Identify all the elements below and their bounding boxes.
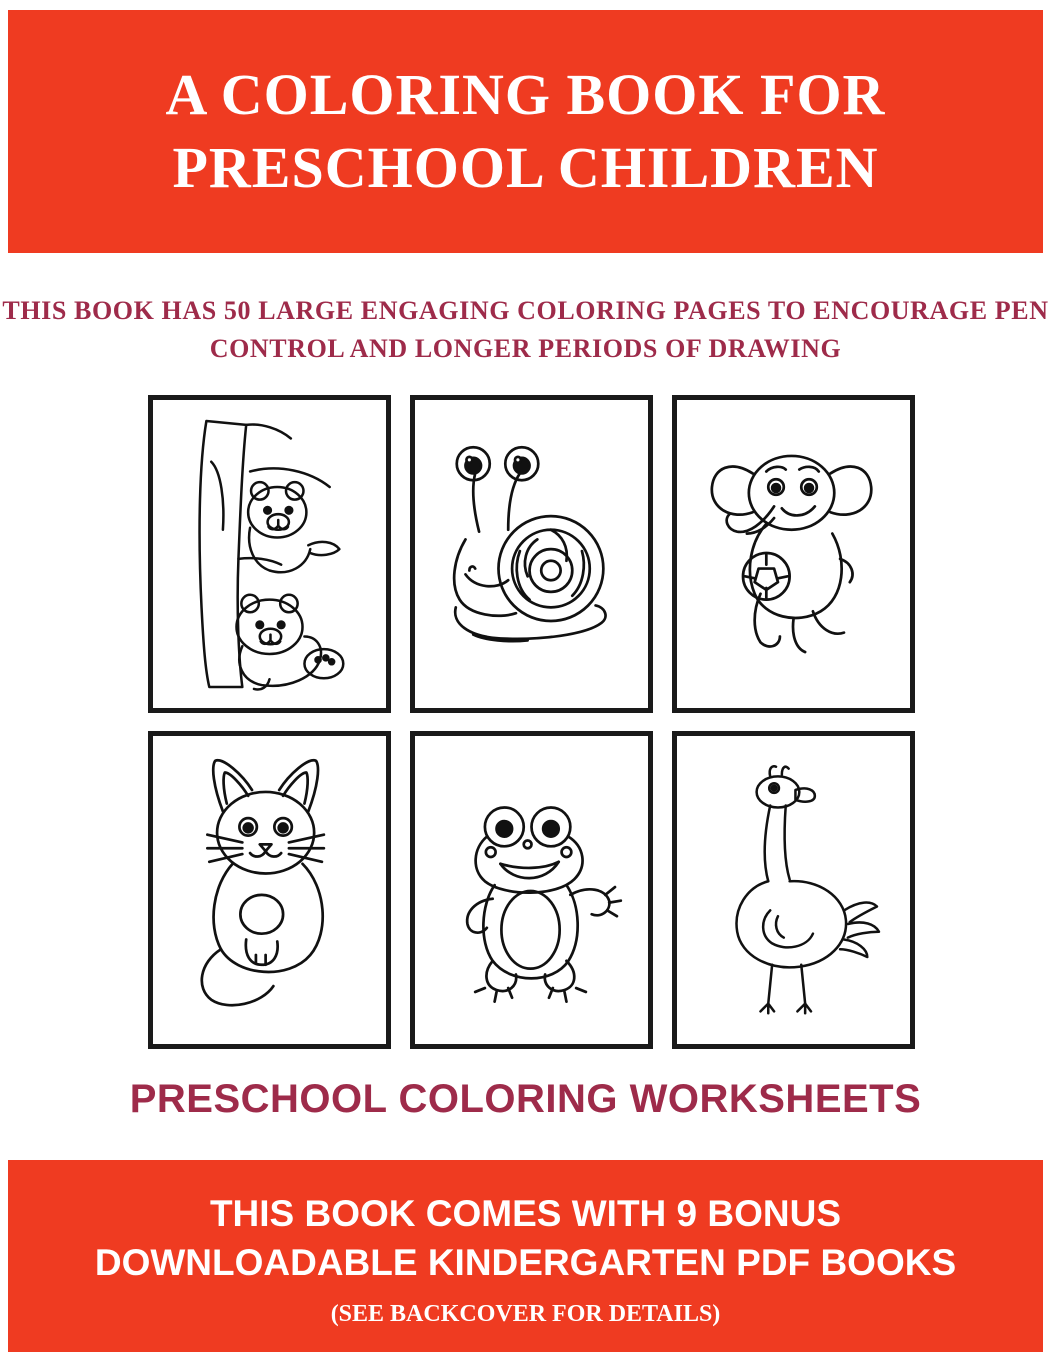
cat-icon (153, 736, 386, 1044)
sample-page-elephant-with-ball (672, 395, 915, 713)
sample-page-bears-on-tree (148, 395, 391, 713)
sample-page-ostrich (672, 731, 915, 1049)
bears-on-tree-icon (153, 400, 386, 708)
cover-subheadline-line-2: CONTROL AND LONGER PERIODS OF DRAWING (209, 333, 842, 363)
series-title: PRESCHOOL COLORING WORKSHEETS (129, 1077, 922, 1121)
elephant-with-ball-icon (677, 400, 910, 708)
cover-title-line-2: PRESCHOOL CHILDREN (172, 134, 879, 200)
frog-icon (415, 736, 648, 1044)
cover-subheadline (0, 292, 1051, 367)
cover-subheadline-line-1: THIS BOOK HAS 50 LARGE ENGAGING COLORING PAGES TO ENCOURAGE PEN (2, 296, 1049, 325)
snail-icon (415, 400, 648, 708)
cover-title-line-1: A COLORING BOOK FOR (165, 62, 886, 127)
sample-page-frog (410, 731, 653, 1049)
bonus-note: (SEE BACKCOVER FOR DETAILS) (330, 1300, 721, 1327)
bonus-banner (8, 1160, 1043, 1352)
bonus-line-2: DOWNLOADABLE KINDERGARTEN PDF BOOKS (94, 1241, 957, 1283)
bonus-line-1: THIS BOOK COMES WITH 9 BONUS (209, 1193, 842, 1235)
sample-pages-grid (148, 395, 916, 1049)
ostrich-icon (677, 736, 910, 1044)
sample-page-cat (148, 731, 391, 1049)
sample-page-snail (410, 395, 653, 713)
cover-title-banner (8, 10, 1043, 253)
